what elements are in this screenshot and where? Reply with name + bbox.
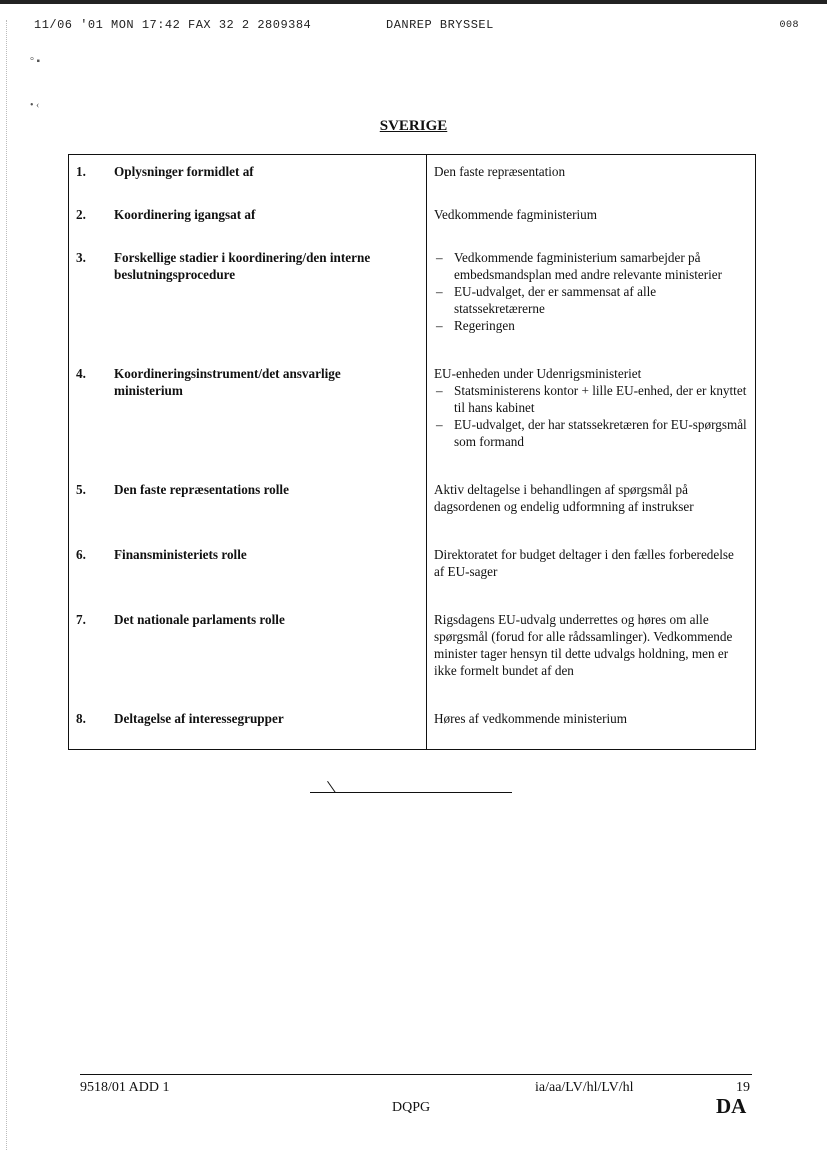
- table-row: [69, 537, 756, 602]
- row-number: 7.: [76, 612, 86, 627]
- answer-list-item: – EU-udvalget, der er sammensat af alle statssekretærerne: [434, 283, 747, 317]
- footer-page-number: 19: [736, 1080, 750, 1095]
- row-number: 6.: [76, 547, 86, 562]
- row-number: 2.: [76, 207, 86, 222]
- answer-list: [434, 249, 747, 334]
- row-answer: [427, 537, 756, 602]
- row-answer: [427, 602, 756, 701]
- row-topic: Koordineringsinstrument/det ansvarlige ministerium: [114, 366, 341, 398]
- row-answer: [427, 472, 756, 537]
- table-row: [69, 197, 756, 240]
- footer-document-reference: 9518/01 ADD 1: [80, 1080, 170, 1095]
- row-answer: [427, 240, 756, 356]
- footer-initials: ia/aa/LV/hl/LV/hl: [535, 1080, 634, 1095]
- footer-language: DA: [716, 1094, 747, 1118]
- answer-text: Direktoratet for budget deltager i den fælles forberedelse af EU-sager: [434, 547, 734, 579]
- scan-speck: • ‹: [30, 100, 40, 111]
- row-answer: [427, 197, 756, 240]
- coordination-table: [68, 154, 756, 750]
- row-topic: Den faste repræsentations rolle: [114, 482, 289, 497]
- row-answer: [427, 701, 756, 750]
- row-answer: [427, 356, 756, 472]
- fax-page-number: 008: [779, 20, 799, 31]
- answer-text: Vedkommende fagministerium: [434, 207, 597, 222]
- row-topic: Finansministeriets rolle: [114, 547, 247, 562]
- row-topic: Forskellige stadier i koordinering/den interne beslutningsprocedure: [114, 250, 371, 282]
- answer-list-item: – EU-udvalget, der har statssekretæren for EU-spørgsmål som formand: [434, 416, 747, 450]
- answer-text: Den faste repræsentation: [434, 164, 566, 179]
- page-title: SVERIGE: [379, 118, 448, 134]
- answer-list-item: – Vedkommende fagministerium samarbejder på embedsmandsplan med andre relevante ministerier: [434, 249, 747, 283]
- row-answer: [427, 155, 756, 198]
- footer-unit: DQPG: [392, 1100, 431, 1115]
- table-row: [69, 701, 756, 750]
- row-topic: Koordinering igangsat af: [114, 207, 256, 222]
- row-number: 1.: [76, 164, 86, 179]
- scan-speck: ° ▪: [30, 56, 41, 67]
- answer-text: Rigsdagens EU-udvalg underrettes og høres om alle spørgsmål (forud for alle rådssamlinger). Vedkommende minister tager hensyn til dette udvalgs holdning, men er ikke formelt bundet af den: [434, 612, 733, 678]
- end-of-table-line: [310, 792, 512, 793]
- answer-text: Høres af vedkommende ministerium: [434, 711, 628, 726]
- table-row: [69, 472, 756, 537]
- answer-list-item: – Regeringen: [434, 317, 747, 334]
- fax-header: [0, 0, 827, 30]
- answer-text: EU-enheden under Udenrigsministeriet: [434, 366, 642, 381]
- row-number: 4.: [76, 366, 86, 381]
- fax-sender: DANREP BRYSSEL: [386, 18, 494, 32]
- scan-margin-rule: [6, 20, 7, 1150]
- table-row: [69, 602, 756, 701]
- row-number: 5.: [76, 482, 86, 497]
- footer-rule: [80, 1074, 752, 1075]
- row-number: 8.: [76, 711, 86, 726]
- row-topic: Oplysninger formidlet af: [114, 164, 254, 179]
- row-number: 3.: [76, 250, 86, 265]
- fax-timestamp-line: 11/06 '01 MON 17:42 FAX 32 2 2809384: [34, 18, 312, 32]
- answer-text: Aktiv deltagelse i behandlingen af spørgsmål på dagsordenen og endelig udformning af instrukser: [434, 482, 694, 514]
- table-row: [69, 356, 756, 472]
- row-topic: Deltagelse af interessegrupper: [114, 711, 284, 726]
- answer-list: [434, 382, 747, 450]
- answer-list-item: – Statsministerens kontor + lille EU-enhed, der er knyttet til hans kabinet: [434, 382, 747, 416]
- table-row: [69, 155, 756, 198]
- table-row: [69, 240, 756, 356]
- row-topic: Det nationale parlaments rolle: [114, 612, 285, 627]
